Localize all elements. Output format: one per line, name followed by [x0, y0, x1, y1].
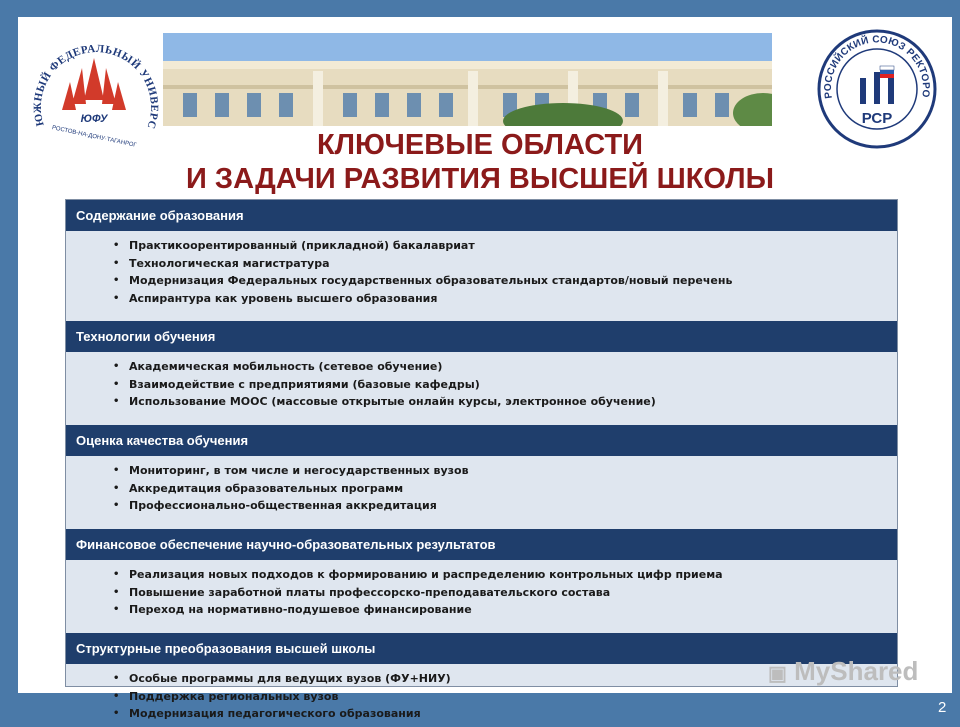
- list-item: • Профессионально-общественная аккредитация: [129, 497, 897, 515]
- university-building-photo: [163, 33, 772, 126]
- bullet-icon: •: [113, 500, 120, 511]
- sfedu-ring-text: ЮЖНЫЙ ФЕДЕРАЛЬНЫЙ УНИВЕРС: [31, 42, 161, 131]
- section-technologies: [66, 321, 897, 425]
- rsr-abbr: РСР: [861, 110, 893, 127]
- list-item: • Мониторинг, в том числе и негосударственных вузов: [129, 462, 897, 480]
- rsr-logo: [816, 28, 938, 150]
- sfedu-abbr: ЮФУ: [80, 113, 108, 125]
- bullet-icon: •: [113, 292, 120, 304]
- section-content: [66, 200, 897, 321]
- bullet-icon: •: [113, 465, 120, 476]
- section-header: Содержание образования: [66, 200, 897, 231]
- slideshow-icon: ▣: [768, 663, 787, 685]
- section-header: Финансовое обеспечение научно-образовательных результатов: [66, 529, 897, 560]
- title-line-1: КЛЮЧЕВЫЕ ОБЛАСТИ: [316, 129, 644, 161]
- rsr-ring-text: РОССИЙСКИЙ СОЮЗ РЕКТОРО: [822, 34, 932, 100]
- sfedu-logo: [24, 30, 164, 160]
- section-body: [66, 560, 897, 633]
- page-number: 2: [938, 699, 947, 716]
- list-item: • Аккредитация образовательных программ: [129, 480, 897, 498]
- bullet-icon: •: [113, 690, 120, 702]
- section-quality: [66, 425, 897, 529]
- list-item: • Повышение заработной платы профессорско-преподавательского состава: [129, 584, 897, 602]
- section-finance: [66, 529, 897, 633]
- list-item: • Реализация новых подходов к формированию и распределению контрольных цифр приема: [129, 566, 897, 584]
- page-title: [150, 128, 810, 196]
- bullet-icon: •: [113, 240, 120, 251]
- section-header: Оценка качества обучения: [66, 425, 897, 456]
- list-item: • Модернизация Федеральных государственных образовательных стандартов/новый перечень: [129, 272, 897, 290]
- section-body: [66, 456, 897, 529]
- bullet-icon: •: [113, 275, 120, 286]
- section-body: [66, 231, 897, 321]
- section-body: [66, 352, 897, 425]
- list-item: • Особые программы для ведущих вузов (ФУ+НИУ): [129, 670, 897, 688]
- bullet-icon: •: [113, 604, 120, 615]
- bullet-icon: •: [113, 361, 120, 372]
- bullet-icon: •: [113, 673, 120, 684]
- watermark: ▣ MyShared: [768, 656, 919, 686]
- list-item: • Использование МООС (массовые открытые онлайн курсы, электронное обучение): [129, 393, 897, 411]
- bullet-icon: •: [113, 257, 120, 269]
- title-line-2: И ЗАДАЧИ РАЗВИТИЯ ВЫСШЕЙ ШКОЛЫ: [186, 163, 774, 195]
- bullet-icon: •: [113, 482, 120, 494]
- sfedu-city: РОСТОВ-НА-ДОНУ·ТАГАНРОГ: [51, 125, 138, 149]
- list-item: • Поддержка региональных вузов: [129, 688, 897, 706]
- bullet-icon: •: [113, 586, 120, 598]
- key-areas-table: [65, 199, 898, 720]
- list-item: • Аспирантура как уровень высшего образования: [129, 290, 897, 308]
- section-header: Структурные преобразования высшей школы: [66, 633, 897, 664]
- list-item: • Технологическая магистратура: [129, 255, 897, 273]
- bullet-icon: •: [113, 378, 120, 390]
- list-item: • Взаимодействие с предприятиями (базовые кафедры): [129, 376, 897, 394]
- bullet-icon: •: [113, 569, 120, 580]
- section-header: Технологии обучения: [66, 321, 897, 352]
- list-item: • Практикоорентированный (прикладной) бакалавриат: [129, 237, 897, 255]
- bullet-icon: •: [113, 396, 120, 407]
- list-item: • Модернизация педагогического образования: [129, 705, 897, 723]
- list-item: • Переход на нормативно-подушевое финансирование: [129, 601, 897, 619]
- list-item: • Академическая мобильность (сетевое обучение): [129, 358, 897, 376]
- bullet-icon: •: [113, 708, 120, 719]
